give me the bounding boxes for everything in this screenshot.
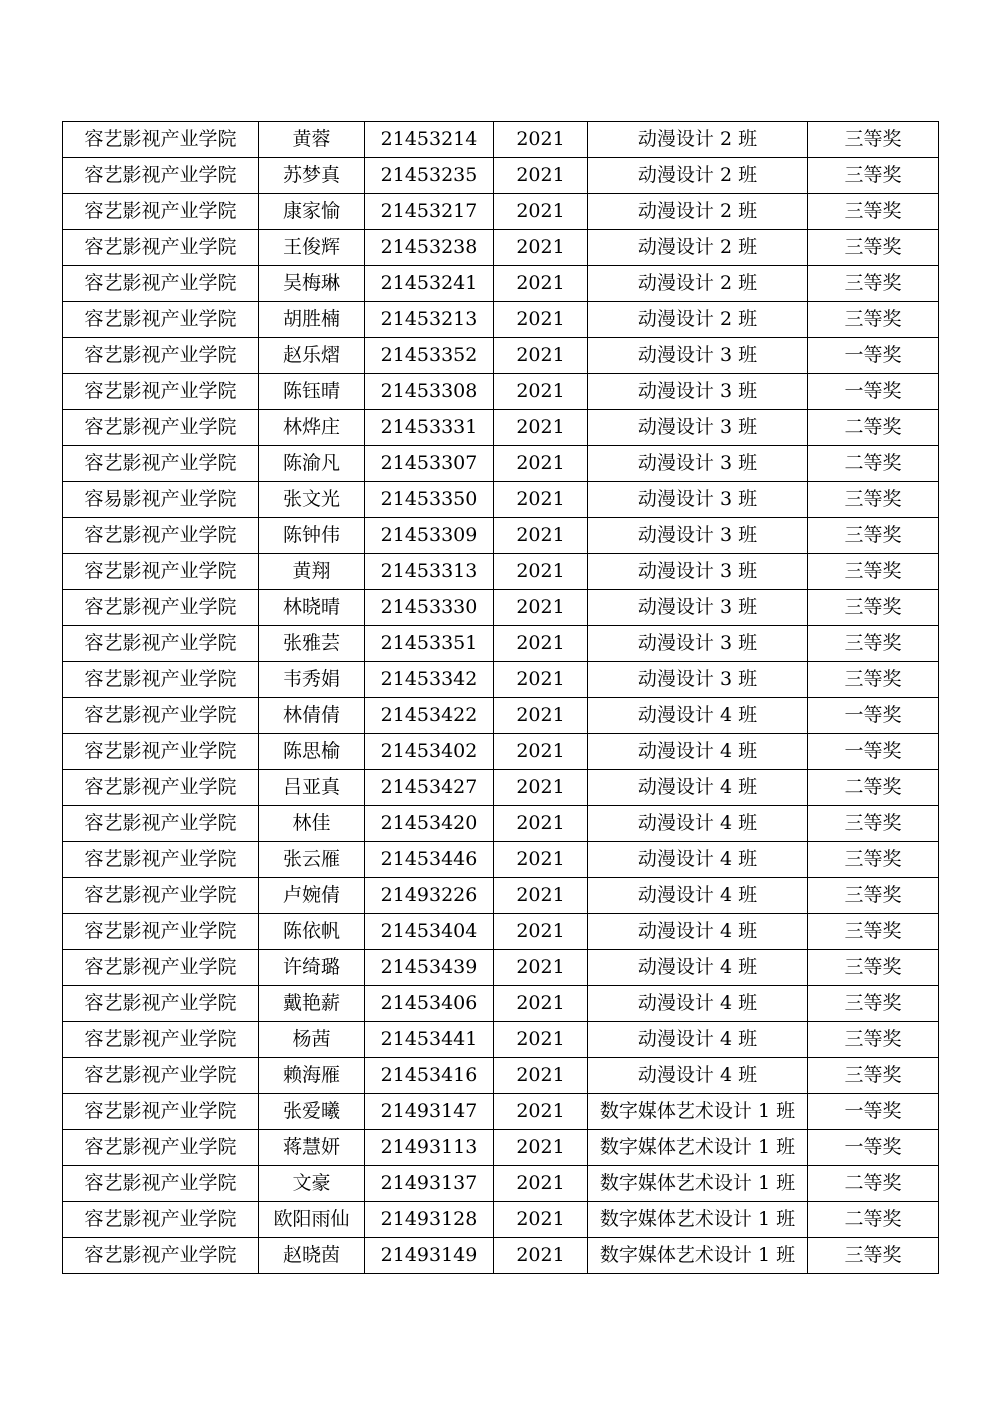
student-id-cell: 21453439 bbox=[365, 950, 494, 986]
student-name-cell: 杨茜 bbox=[259, 1022, 365, 1058]
award-cell: 二等奖 bbox=[808, 1202, 939, 1238]
student-name-cell: 黄蓉 bbox=[259, 122, 365, 158]
college-cell: 容易影视产业学院 bbox=[63, 482, 259, 518]
college-cell: 容艺影视产业学院 bbox=[63, 338, 259, 374]
award-cell: 三等奖 bbox=[808, 626, 939, 662]
student-id-cell: 21453406 bbox=[365, 986, 494, 1022]
class-cell: 动漫设计 4 班 bbox=[588, 914, 808, 950]
college-cell: 容艺影视产业学院 bbox=[63, 1238, 259, 1274]
award-cell: 三等奖 bbox=[808, 842, 939, 878]
student-name-cell: 吴梅琳 bbox=[259, 266, 365, 302]
year-cell: 2021 bbox=[494, 410, 588, 446]
student-name-cell: 蒋慧妍 bbox=[259, 1130, 365, 1166]
year-cell: 2021 bbox=[494, 1130, 588, 1166]
class-cell: 数字媒体艺术设计 1 班 bbox=[588, 1166, 808, 1202]
year-cell: 2021 bbox=[494, 158, 588, 194]
student-id-cell: 21453307 bbox=[365, 446, 494, 482]
award-cell: 三等奖 bbox=[808, 230, 939, 266]
table-row bbox=[63, 518, 939, 554]
table-row bbox=[63, 194, 939, 230]
class-cell: 动漫设计 2 班 bbox=[588, 230, 808, 266]
college-cell: 容艺影视产业学院 bbox=[63, 662, 259, 698]
college-cell: 容艺影视产业学院 bbox=[63, 1094, 259, 1130]
college-cell: 容艺影视产业学院 bbox=[63, 734, 259, 770]
table-row bbox=[63, 590, 939, 626]
student-id-cell: 21493147 bbox=[365, 1094, 494, 1130]
class-cell: 动漫设计 3 班 bbox=[588, 338, 808, 374]
college-cell: 容艺影视产业学院 bbox=[63, 590, 259, 626]
year-cell: 2021 bbox=[494, 122, 588, 158]
year-cell: 2021 bbox=[494, 446, 588, 482]
year-cell: 2021 bbox=[494, 842, 588, 878]
table-row bbox=[63, 230, 939, 266]
award-cell: 三等奖 bbox=[808, 302, 939, 338]
student-name-cell: 张爱曦 bbox=[259, 1094, 365, 1130]
class-cell: 动漫设计 3 班 bbox=[588, 554, 808, 590]
class-cell: 动漫设计 4 班 bbox=[588, 734, 808, 770]
college-cell: 容艺影视产业学院 bbox=[63, 1022, 259, 1058]
year-cell: 2021 bbox=[494, 554, 588, 590]
year-cell: 2021 bbox=[494, 662, 588, 698]
year-cell: 2021 bbox=[494, 266, 588, 302]
college-cell: 容艺影视产业学院 bbox=[63, 518, 259, 554]
college-cell: 容艺影视产业学院 bbox=[63, 914, 259, 950]
student-id-cell: 21453342 bbox=[365, 662, 494, 698]
year-cell: 2021 bbox=[494, 806, 588, 842]
award-cell: 三等奖 bbox=[808, 194, 939, 230]
table-row bbox=[63, 914, 939, 950]
student-id-cell: 21453404 bbox=[365, 914, 494, 950]
table-row bbox=[63, 338, 939, 374]
student-id-cell: 21453422 bbox=[365, 698, 494, 734]
class-cell: 动漫设计 4 班 bbox=[588, 842, 808, 878]
student-id-cell: 21453446 bbox=[365, 842, 494, 878]
award-cell: 一等奖 bbox=[808, 1094, 939, 1130]
college-cell: 容艺影视产业学院 bbox=[63, 122, 259, 158]
student-name-cell: 戴艳薪 bbox=[259, 986, 365, 1022]
award-cell: 三等奖 bbox=[808, 806, 939, 842]
year-cell: 2021 bbox=[494, 230, 588, 266]
college-cell: 容艺影视产业学院 bbox=[63, 698, 259, 734]
class-cell: 动漫设计 4 班 bbox=[588, 950, 808, 986]
student-id-cell: 21493128 bbox=[365, 1202, 494, 1238]
award-cell: 三等奖 bbox=[808, 554, 939, 590]
year-cell: 2021 bbox=[494, 914, 588, 950]
college-cell: 容艺影视产业学院 bbox=[63, 194, 259, 230]
year-cell: 2021 bbox=[494, 878, 588, 914]
award-cell: 三等奖 bbox=[808, 986, 939, 1022]
student-name-cell: 韦秀娟 bbox=[259, 662, 365, 698]
college-cell: 容艺影视产业学院 bbox=[63, 1058, 259, 1094]
student-name-cell: 林晓晴 bbox=[259, 590, 365, 626]
student-name-cell: 张文光 bbox=[259, 482, 365, 518]
year-cell: 2021 bbox=[494, 950, 588, 986]
award-cell: 二等奖 bbox=[808, 446, 939, 482]
class-cell: 动漫设计 4 班 bbox=[588, 878, 808, 914]
student-name-cell: 胡胜楠 bbox=[259, 302, 365, 338]
year-cell: 2021 bbox=[494, 1202, 588, 1238]
table-row bbox=[63, 878, 939, 914]
class-cell: 动漫设计 3 班 bbox=[588, 518, 808, 554]
class-cell: 动漫设计 2 班 bbox=[588, 266, 808, 302]
class-cell: 动漫设计 3 班 bbox=[588, 410, 808, 446]
table-row bbox=[63, 1166, 939, 1202]
year-cell: 2021 bbox=[494, 734, 588, 770]
year-cell: 2021 bbox=[494, 626, 588, 662]
table-row bbox=[63, 842, 939, 878]
award-cell: 一等奖 bbox=[808, 698, 939, 734]
college-cell: 容艺影视产业学院 bbox=[63, 950, 259, 986]
table-row bbox=[63, 266, 939, 302]
year-cell: 2021 bbox=[494, 1166, 588, 1202]
table-row bbox=[63, 302, 939, 338]
class-cell: 数字媒体艺术设计 1 班 bbox=[588, 1238, 808, 1274]
table-row bbox=[63, 1058, 939, 1094]
student-id-cell: 21453427 bbox=[365, 770, 494, 806]
student-name-cell: 黄翔 bbox=[259, 554, 365, 590]
class-cell: 动漫设计 4 班 bbox=[588, 986, 808, 1022]
class-cell: 动漫设计 3 班 bbox=[588, 482, 808, 518]
college-cell: 容艺影视产业学院 bbox=[63, 158, 259, 194]
student-name-cell: 王俊辉 bbox=[259, 230, 365, 266]
award-cell: 一等奖 bbox=[808, 1130, 939, 1166]
class-cell: 数字媒体艺术设计 1 班 bbox=[588, 1094, 808, 1130]
student-id-cell: 21493137 bbox=[365, 1166, 494, 1202]
award-cell: 二等奖 bbox=[808, 770, 939, 806]
award-cell: 三等奖 bbox=[808, 158, 939, 194]
award-roster-body bbox=[63, 122, 939, 1274]
student-name-cell: 赵晓茵 bbox=[259, 1238, 365, 1274]
student-name-cell: 林烨庄 bbox=[259, 410, 365, 446]
table-row bbox=[63, 1202, 939, 1238]
college-cell: 容艺影视产业学院 bbox=[63, 446, 259, 482]
student-name-cell: 张雅芸 bbox=[259, 626, 365, 662]
award-cell: 一等奖 bbox=[808, 374, 939, 410]
college-cell: 容艺影视产业学院 bbox=[63, 230, 259, 266]
student-id-cell: 21453420 bbox=[365, 806, 494, 842]
table-row bbox=[63, 1094, 939, 1130]
student-id-cell: 21453238 bbox=[365, 230, 494, 266]
college-cell: 容艺影视产业学院 bbox=[63, 626, 259, 662]
year-cell: 2021 bbox=[494, 374, 588, 410]
year-cell: 2021 bbox=[494, 482, 588, 518]
college-cell: 容艺影视产业学院 bbox=[63, 770, 259, 806]
student-id-cell: 21453416 bbox=[365, 1058, 494, 1094]
award-cell: 一等奖 bbox=[808, 338, 939, 374]
table-row bbox=[63, 950, 939, 986]
student-id-cell: 21453308 bbox=[365, 374, 494, 410]
award-cell: 三等奖 bbox=[808, 950, 939, 986]
student-name-cell: 陈思榆 bbox=[259, 734, 365, 770]
table-row bbox=[63, 1022, 939, 1058]
student-id-cell: 21453313 bbox=[365, 554, 494, 590]
class-cell: 动漫设计 2 班 bbox=[588, 158, 808, 194]
table-row bbox=[63, 482, 939, 518]
college-cell: 容艺影视产业学院 bbox=[63, 554, 259, 590]
year-cell: 2021 bbox=[494, 302, 588, 338]
student-id-cell: 21453352 bbox=[365, 338, 494, 374]
class-cell: 数字媒体艺术设计 1 班 bbox=[588, 1202, 808, 1238]
student-id-cell: 21453309 bbox=[365, 518, 494, 554]
student-id-cell: 21453235 bbox=[365, 158, 494, 194]
student-name-cell: 林佳 bbox=[259, 806, 365, 842]
student-id-cell: 21453351 bbox=[365, 626, 494, 662]
year-cell: 2021 bbox=[494, 698, 588, 734]
class-cell: 动漫设计 2 班 bbox=[588, 302, 808, 338]
award-cell: 二等奖 bbox=[808, 410, 939, 446]
college-cell: 容艺影视产业学院 bbox=[63, 806, 259, 842]
award-cell: 三等奖 bbox=[808, 1238, 939, 1274]
award-roster-table bbox=[62, 121, 939, 1274]
class-cell: 动漫设计 4 班 bbox=[588, 698, 808, 734]
student-name-cell: 陈渝凡 bbox=[259, 446, 365, 482]
student-id-cell: 21453402 bbox=[365, 734, 494, 770]
class-cell: 动漫设计 4 班 bbox=[588, 770, 808, 806]
college-cell: 容艺影视产业学院 bbox=[63, 878, 259, 914]
table-row bbox=[63, 662, 939, 698]
award-cell: 三等奖 bbox=[808, 482, 939, 518]
student-id-cell: 21453441 bbox=[365, 1022, 494, 1058]
award-cell: 一等奖 bbox=[808, 734, 939, 770]
year-cell: 2021 bbox=[494, 194, 588, 230]
award-cell: 三等奖 bbox=[808, 122, 939, 158]
table-row bbox=[63, 698, 939, 734]
year-cell: 2021 bbox=[494, 770, 588, 806]
table-row bbox=[63, 554, 939, 590]
class-cell: 动漫设计 2 班 bbox=[588, 194, 808, 230]
student-id-cell: 21453214 bbox=[365, 122, 494, 158]
award-cell: 三等奖 bbox=[808, 1058, 939, 1094]
student-id-cell: 21453350 bbox=[365, 482, 494, 518]
student-name-cell: 陈钟伟 bbox=[259, 518, 365, 554]
year-cell: 2021 bbox=[494, 1094, 588, 1130]
student-name-cell: 赖海雁 bbox=[259, 1058, 365, 1094]
table-row bbox=[63, 410, 939, 446]
year-cell: 2021 bbox=[494, 1058, 588, 1094]
student-id-cell: 21453217 bbox=[365, 194, 494, 230]
table-row bbox=[63, 446, 939, 482]
award-cell: 三等奖 bbox=[808, 1022, 939, 1058]
student-name-cell: 苏梦真 bbox=[259, 158, 365, 194]
class-cell: 数字媒体艺术设计 1 班 bbox=[588, 1130, 808, 1166]
award-cell: 三等奖 bbox=[808, 662, 939, 698]
student-name-cell: 文豪 bbox=[259, 1166, 365, 1202]
student-name-cell: 吕亚真 bbox=[259, 770, 365, 806]
year-cell: 2021 bbox=[494, 986, 588, 1022]
class-cell: 动漫设计 3 班 bbox=[588, 662, 808, 698]
student-name-cell: 陈钰晴 bbox=[259, 374, 365, 410]
class-cell: 动漫设计 4 班 bbox=[588, 1058, 808, 1094]
student-id-cell: 21493226 bbox=[365, 878, 494, 914]
student-name-cell: 康家愉 bbox=[259, 194, 365, 230]
table-row bbox=[63, 806, 939, 842]
class-cell: 动漫设计 3 班 bbox=[588, 446, 808, 482]
student-name-cell: 张云雁 bbox=[259, 842, 365, 878]
student-id-cell: 21453331 bbox=[365, 410, 494, 446]
table-row bbox=[63, 122, 939, 158]
table-row bbox=[63, 158, 939, 194]
class-cell: 动漫设计 3 班 bbox=[588, 626, 808, 662]
student-id-cell: 21453330 bbox=[365, 590, 494, 626]
college-cell: 容艺影视产业学院 bbox=[63, 1130, 259, 1166]
award-cell: 三等奖 bbox=[808, 266, 939, 302]
year-cell: 2021 bbox=[494, 590, 588, 626]
class-cell: 动漫设计 2 班 bbox=[588, 122, 808, 158]
college-cell: 容艺影视产业学院 bbox=[63, 410, 259, 446]
table-row bbox=[63, 1238, 939, 1274]
class-cell: 动漫设计 3 班 bbox=[588, 590, 808, 626]
award-cell: 三等奖 bbox=[808, 914, 939, 950]
table-row bbox=[63, 1130, 939, 1166]
table-row bbox=[63, 626, 939, 662]
year-cell: 2021 bbox=[494, 1238, 588, 1274]
student-name-cell: 欧阳雨仙 bbox=[259, 1202, 365, 1238]
class-cell: 动漫设计 4 班 bbox=[588, 806, 808, 842]
college-cell: 容艺影视产业学院 bbox=[63, 302, 259, 338]
student-id-cell: 21453213 bbox=[365, 302, 494, 338]
table-row bbox=[63, 770, 939, 806]
student-name-cell: 陈依帆 bbox=[259, 914, 365, 950]
table-row bbox=[63, 986, 939, 1022]
table-row bbox=[63, 374, 939, 410]
award-cell: 三等奖 bbox=[808, 518, 939, 554]
student-name-cell: 卢婉倩 bbox=[259, 878, 365, 914]
college-cell: 容艺影视产业学院 bbox=[63, 986, 259, 1022]
year-cell: 2021 bbox=[494, 1022, 588, 1058]
college-cell: 容艺影视产业学院 bbox=[63, 374, 259, 410]
class-cell: 动漫设计 3 班 bbox=[588, 374, 808, 410]
college-cell: 容艺影视产业学院 bbox=[63, 1202, 259, 1238]
student-id-cell: 21493149 bbox=[365, 1238, 494, 1274]
year-cell: 2021 bbox=[494, 338, 588, 374]
table-row bbox=[63, 734, 939, 770]
student-id-cell: 21453241 bbox=[365, 266, 494, 302]
student-name-cell: 赵乐熠 bbox=[259, 338, 365, 374]
award-cell: 三等奖 bbox=[808, 878, 939, 914]
award-cell: 二等奖 bbox=[808, 1166, 939, 1202]
college-cell: 容艺影视产业学院 bbox=[63, 1166, 259, 1202]
year-cell: 2021 bbox=[494, 518, 588, 554]
award-cell: 三等奖 bbox=[808, 590, 939, 626]
student-id-cell: 21493113 bbox=[365, 1130, 494, 1166]
student-name-cell: 林倩倩 bbox=[259, 698, 365, 734]
class-cell: 动漫设计 4 班 bbox=[588, 1022, 808, 1058]
college-cell: 容艺影视产业学院 bbox=[63, 266, 259, 302]
student-name-cell: 许绮璐 bbox=[259, 950, 365, 986]
college-cell: 容艺影视产业学院 bbox=[63, 842, 259, 878]
